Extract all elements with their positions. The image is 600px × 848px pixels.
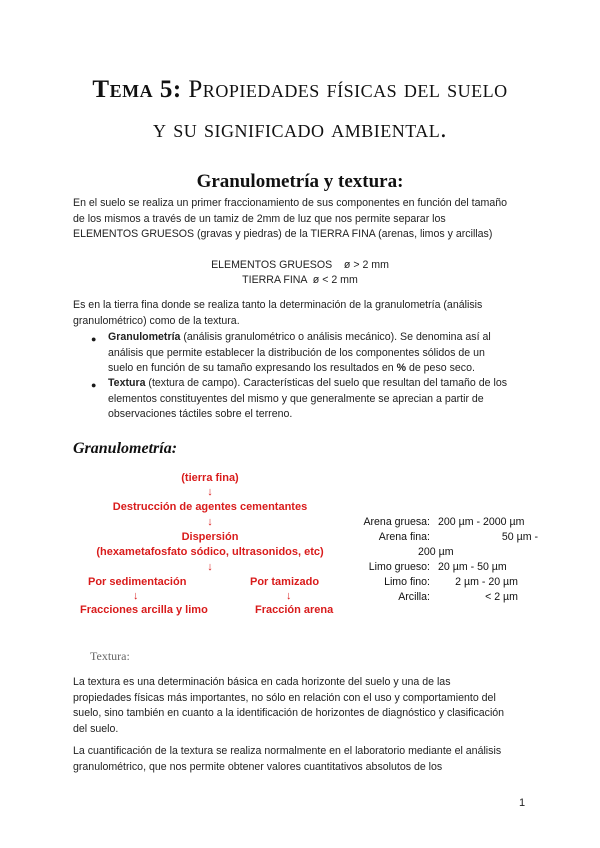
table-row: Limo fino: 2 µm - 20 µm (384, 576, 518, 588)
bullet-term: Textura (108, 377, 146, 389)
intro-line: En el suelo se realiza un primer fraccionamiento de sus componentes en función del tamaño (73, 197, 508, 209)
flow-branch-right: Por tamizado (250, 576, 320, 588)
flow-arrow-icon: ↓ (207, 561, 213, 573)
textura-line: del suelo. (73, 722, 119, 735)
flow-result-left: Fracciones arcilla y limo (80, 604, 208, 616)
paragraph-2 (73, 298, 482, 329)
page-number: 1 (519, 797, 526, 809)
flow-start: (tierra fina) (181, 472, 239, 484)
textura-line: La textura es una determinación básica en cada horizonte del suelo y una de las (73, 676, 451, 688)
page-title-line2: y su significado ambiental. (152, 116, 448, 143)
flow-arrow-icon: ↓ (286, 590, 292, 602)
table-row: Limo grueso: 20 µm - 50 µm (368, 561, 507, 573)
table-row: Arena gruesa: 200 µm - 2000 µm (363, 516, 525, 528)
table-row: Arena fina: 50 µm - (378, 531, 538, 543)
para2-line: Es en la tierra fina donde se realiza tanto la determinación de la granulometría (análisis (73, 299, 483, 311)
title-line1: Propiedades físicas del suelo (188, 76, 508, 103)
textura-line: granulométrico, que nos permite obtener valores cuantitativos absolutos de los (73, 760, 443, 773)
textura-heading: Textura: (90, 649, 130, 663)
textura-line: La cuantificación de la textura se realiza normalmente en el laboratorio mediante el análisis (73, 745, 502, 757)
intro-line: de los mismos a través de un tamiz de 2mm de luz que nos permite separar los (73, 212, 446, 225)
flow-result-right: Fracción arena (255, 604, 334, 616)
flow-branch-left: Por sedimentación (88, 576, 187, 588)
bullet-text: % (396, 362, 406, 374)
size-table (340, 515, 540, 605)
flow-step2-detail: (hexametafosfato sódico, ultrasonidos, etc) (96, 546, 324, 558)
bullet-icon: ● (91, 380, 97, 390)
table-row: Arcilla: < 2 µm (398, 591, 518, 603)
bullet-text: (textura de campo). Características del suelo que resultan del tamaño de los (145, 377, 508, 389)
flow-arrow-icon: ↓ (133, 590, 139, 602)
textura-line: propiedades físicas más importantes, no sólo en relación con el uso y comportamiento del (73, 691, 496, 704)
bullet-text: suelo en función de su tamaño expresando los resultados en (108, 362, 397, 374)
page-title (0, 73, 600, 106)
elements-gruesos: ELEMENTOS GRUESOS ø > 2 mm (211, 259, 389, 271)
textura-line: suelo, sino también en cuanto a la identificación de horizontes de diagnóstico y clasificación (73, 707, 505, 719)
intro-paragraph (73, 196, 507, 243)
title-tema: Tema 5: (92, 76, 182, 103)
flow-step2: Dispersión (181, 531, 239, 543)
granulometria-heading: Granulometría: (73, 440, 178, 457)
bullet-term: Granulometría (108, 331, 181, 343)
bullet-text: elementos constituyentes del mismo y que generalmente se aprecian a partir de (108, 392, 484, 405)
tierra-fina: TIERRA FINA ø < 2 mm (242, 274, 358, 286)
bullet-text: (análisis granulométrico o análisis mecánico). Se denomina así al (180, 331, 491, 343)
flow-step1: Destrucción de agentes cementantes (112, 501, 308, 513)
bullet-granulometria (108, 330, 491, 377)
bullet-text: observaciones táctiles sobre el terreno. (108, 408, 293, 420)
textura-paragraph-1 (73, 675, 504, 737)
bullet-icon: ● (91, 334, 97, 344)
intro-line: ELEMENTOS GRUESOS (gravas y piedras) de la TIERRA FINA (arenas, limos y arcillas) (73, 228, 493, 240)
bullet-text: de peso seco. (406, 362, 475, 374)
bullet-textura (108, 376, 507, 423)
para2-line: granulométrico) como de la textura. (73, 314, 240, 327)
flow-arrow-icon: ↓ (207, 486, 213, 498)
section-heading: Granulometría y textura: (196, 171, 404, 192)
textura-paragraph-2 (73, 744, 501, 775)
bullet-text: análisis que permite establecer la distribución de los componentes sólidos de un (108, 346, 485, 359)
table-row: 200 µm (418, 546, 454, 558)
flow-arrow-icon: ↓ (207, 516, 213, 528)
